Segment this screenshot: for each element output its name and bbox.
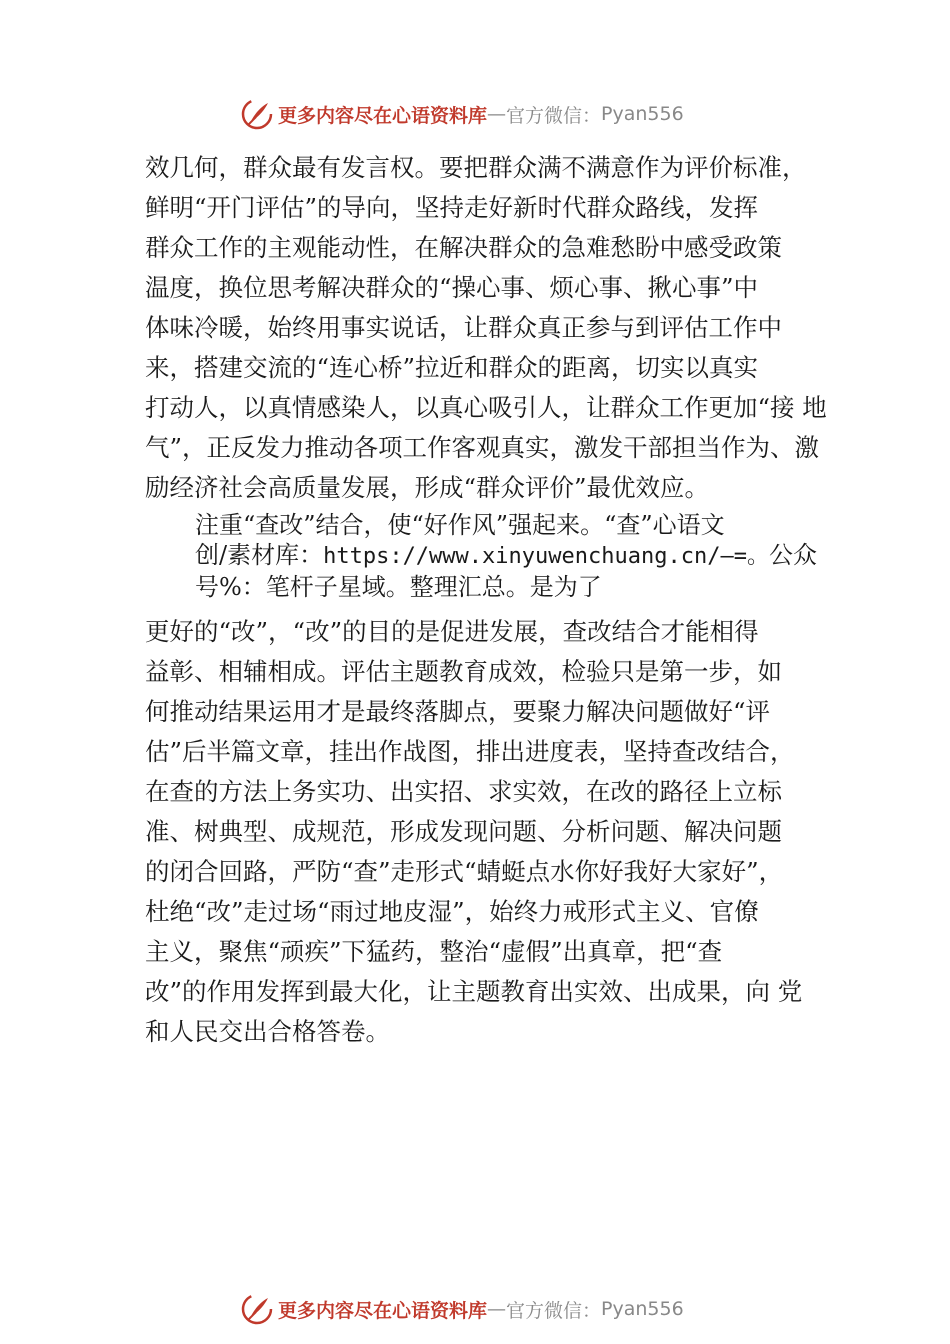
text-line: 的闭合回路，严防“查”走形式“蜻蜓点水你好我好大家好”，	[145, 857, 784, 886]
text-line: 注重“查改”结合，使“好作风”强起来。“查”心语文	[195, 511, 725, 539]
text-line: 准、树典型、成规范，形成发现问题、分析问题、解决问题	[145, 817, 782, 846]
website-url: https://www.xinyuwenchuang.cn/—=。	[323, 544, 769, 569]
text-line: 更好的“改”，“改”的目的是促进发展，查改结合才能相得	[145, 617, 759, 646]
text-line: 温度，换位思考解决群众的“操心事、烦心事、揪心事”中	[145, 273, 759, 302]
paragraph-3	[145, 612, 835, 1052]
text-fragment: 公众	[768, 541, 817, 569]
text-line: 益彰、相辅相成。评估主题教育成效，检验只是第一步，如	[145, 657, 782, 686]
quill-logo-icon	[240, 1292, 274, 1326]
banner-brand-text: 更多内容尽在心语资料库	[278, 1299, 488, 1322]
paragraph-2	[195, 510, 855, 602]
text-line: 估”后半篇文章，挂出作战图，排出进度表，坚持查改结合，	[145, 737, 795, 766]
banner-separator: —	[487, 1298, 507, 1320]
quill-logo-icon	[240, 97, 274, 131]
footer-banner	[240, 1289, 760, 1329]
header-banner	[240, 94, 760, 134]
text-line: 体味冷暖，始终用事实说话，让群众真正参与到评估工作中	[145, 313, 782, 342]
banner-separator: —	[487, 103, 507, 125]
text-line: 杜绝“改”走过场“雨过地皮湿”，始终力戒形式主义、官僚	[145, 897, 759, 926]
text-line: 来，搭建交流的“连心桥”拉近和群众的距离，切实以真实	[145, 353, 759, 382]
banner-wechat-label: 官方微信：	[506, 104, 602, 127]
text-line: 改”的作用发挥到最大化，让主题教育出实效、出成果，向 党	[145, 977, 803, 1006]
text-line: 打动人，以真情感染人，以真心吸引人，让群众工作更加“接 地	[145, 393, 827, 422]
text-line: 效几何，群众最有发言权。要把群众满不满意作为评价标准，	[145, 153, 807, 182]
banner-wechat-id: Pyan556	[601, 103, 684, 125]
paragraph-1	[145, 148, 835, 508]
text-line: 在查的方法上务实功、出实招、求实效，在改的路径上立标	[145, 777, 782, 806]
text-line: 号%：笔杆子星域。整理汇总。是为了	[195, 573, 602, 601]
text-fragment: 创/素材库：	[195, 541, 324, 569]
text-line: 何推动结果运用才是最终落脚点，要聚力解决问题做好“评	[145, 697, 771, 726]
text-line	[195, 540, 855, 572]
text-line: 励经济社会高质量发展，形成“群众评价”最优效应。	[145, 473, 710, 502]
text-line: 主义，聚焦“顽疾”下猛药，整治“虚假”出真章，把“查	[145, 937, 723, 966]
text-line: 鲜明“开门评估”的导向，坚持走好新时代群众路线，发挥	[145, 193, 759, 222]
text-line: 群众工作的主观能动性，在解决群众的急难愁盼中感受政策	[145, 233, 782, 262]
banner-wechat-id: Pyan556	[601, 1298, 684, 1320]
text-line: 和人民交出合格答卷。	[145, 1017, 390, 1046]
banner-wechat-label: 官方微信：	[506, 1299, 602, 1322]
text-line: 气”，正反发力推动各项工作客观真实，激发干部担当作为、激	[145, 433, 820, 462]
banner-brand-text: 更多内容尽在心语资料库	[278, 104, 488, 127]
